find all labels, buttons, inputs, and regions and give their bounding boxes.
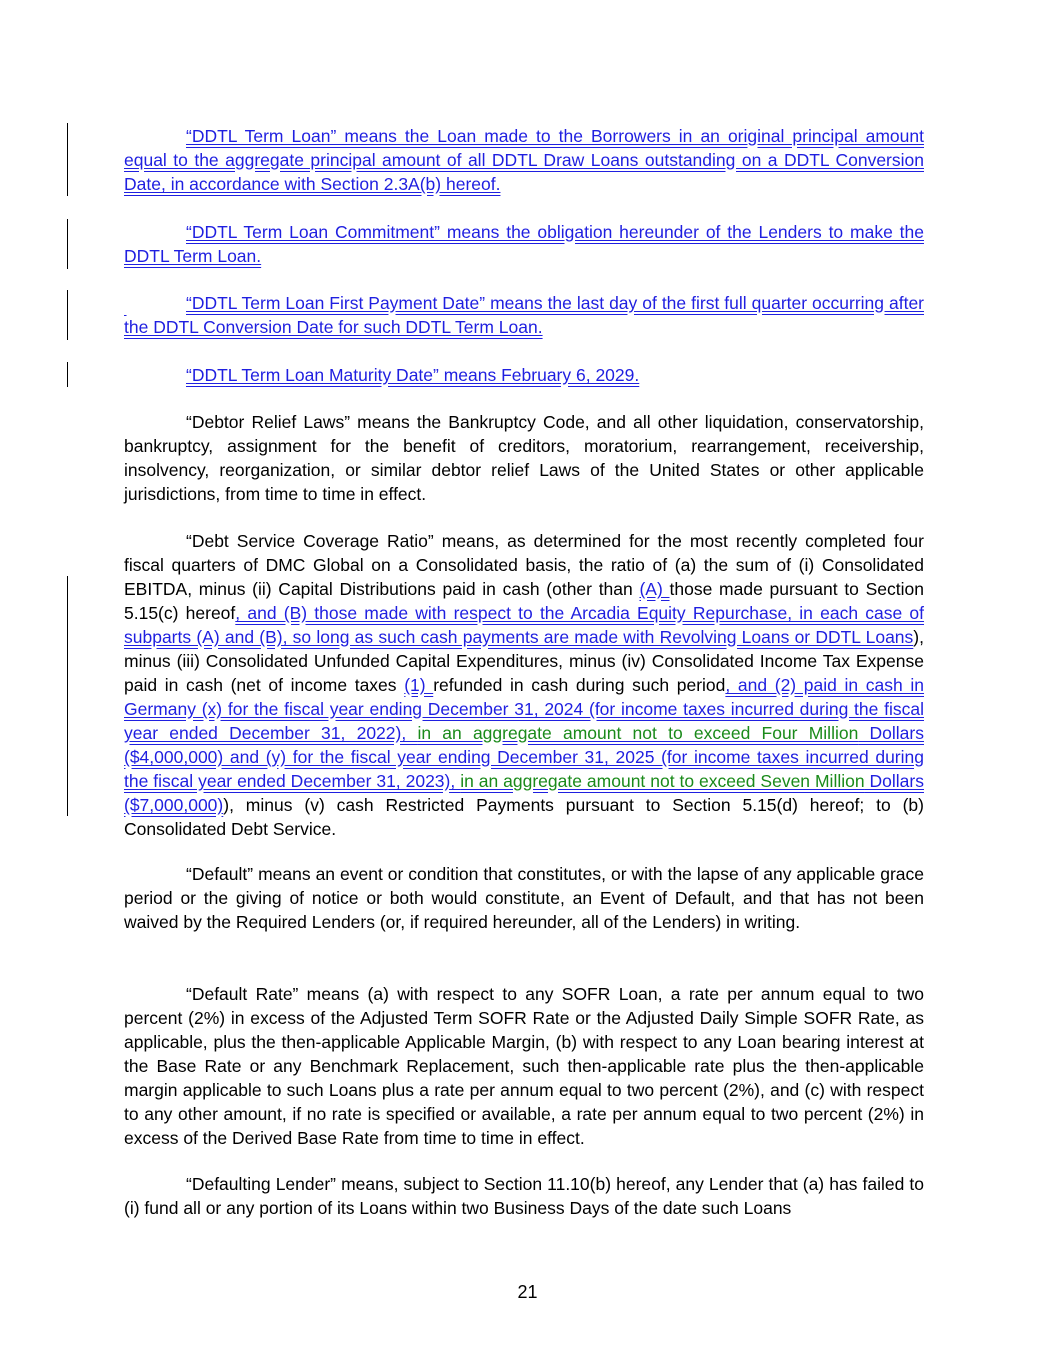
definition-ddtl-term-loan-commitment: “DDTL Term Loan Commitment” means the obligation hereunder of the Lenders to make the DDTL Term Loan.: [124, 222, 924, 266]
definition-debtor-relief-laws: “Debtor Relief Laws” means the Bankruptcy Code, and all other liquidation, conservatorship, bankruptcy, assignment for the benefit of creditors, moratorium, rearrangement, receivership, insolvency, reorganization, or similar debtor relief Laws of the United States or other applicable jurisdictions, from time to time in effect.: [124, 412, 924, 504]
change-bar: [67, 123, 68, 196]
definition-ddtl-first-payment-date: “DDTL Term Loan First Payment Date” means the last day of the first full quarter occurring after the DDTL Conversion Date for such DDTL Term Loan.: [124, 293, 924, 337]
definition-default: “Default” means an event or condition that constitutes, or with the lapse of any applicable grace period or the giving of notice or both would constitute, an Event of Default, and that has not been waived by the Required Lenders (or, if required hereunder, all of the Lenders) in writing.: [124, 864, 924, 932]
definition-defaulting-lender: “Defaulting Lender” means, subject to Section 11.10(b) hereof, any Lender that (a) has failed to (i) fund all or any portion of its Loans within two Business Days of the date such Loans: [124, 1174, 924, 1218]
change-bar: [67, 576, 68, 816]
definition-ddtl-term-loan: “DDTL Term Loan” means the Loan made to the Borrowers in an original principal amount equal to the aggregate principal amount of all DDTL Draw Loans outstanding on a DDTL Conversion Date, in accordance with Section 2.3A(b) hereof.: [124, 126, 924, 194]
change-bar: [67, 362, 68, 387]
page-number: 21: [517, 1282, 538, 1302]
definition-debt-service-coverage-ratio: “Debt Service Coverage Ratio” means, as determined for the most recently completed four fiscal quarters of DMC Global on a Consolidated basis, the ratio of (a) the sum of (i) Consolidated EBITDA, minus (ii) Capital Distributions paid in cash (other than (A) those made pursuant to Section 5.15(c) hereof, and (B) those made with respect to the Arcadia Equity Repurchase, in each case of subparts (A) and (B), so long as such cash payments are made with Revolving Loans or DDTL Loans), minus (iii) Consolidated Unfunded Capital Expenditures, minus (iv) Consolidated Income Tax Expense paid in cash (net of income taxes (1) refunded in cash during such period, and (2) paid in cash in Germany (x) for the fiscal year ending December 31, 2024 (for income taxes incurred during the fiscal year ended December 31, 2022), in an aggregate amount not to exceed Four Million Dollars ($4,000,000) and (y) for the fiscal year ending December 31, 2025 (for income taxes incurred during the fiscal year ended December 31, 2023), in an aggregate amount not to exceed Seven Million Dollars ($7,000,000)), minus (v) cash Restricted Payments pursuant to Section 5.15(d) hereof; to (b) Consolidated Debt Service.: [124, 531, 925, 839]
change-bar: [67, 290, 68, 340]
definition-ddtl-maturity-date: “DDTL Term Loan Maturity Date” means February 6, 2029.: [186, 365, 640, 385]
change-bar: [67, 219, 68, 269]
definition-default-rate: “Default Rate” means (a) with respect to any SOFR Loan, a rate per annum equal to two percent (2%) in excess of the Adjusted Term SOFR Rate or the Adjusted Daily Simple SOFR Rate, as applicable, plus the then-applicable Applicable Margin, (b) with respect to any Loan bearing interest at the Base Rate or any Benchmark Replacement, such then-applicable rate plus the then-applicable margin applicable to such Loans plus a rate per annum equal to two percent (2%), and (c) with respect to any other amount, if no rate is specified or available, a rate per annum equal to two percent (2%) in excess of the Derived Base Rate from time to time in effect.: [124, 984, 924, 1148]
